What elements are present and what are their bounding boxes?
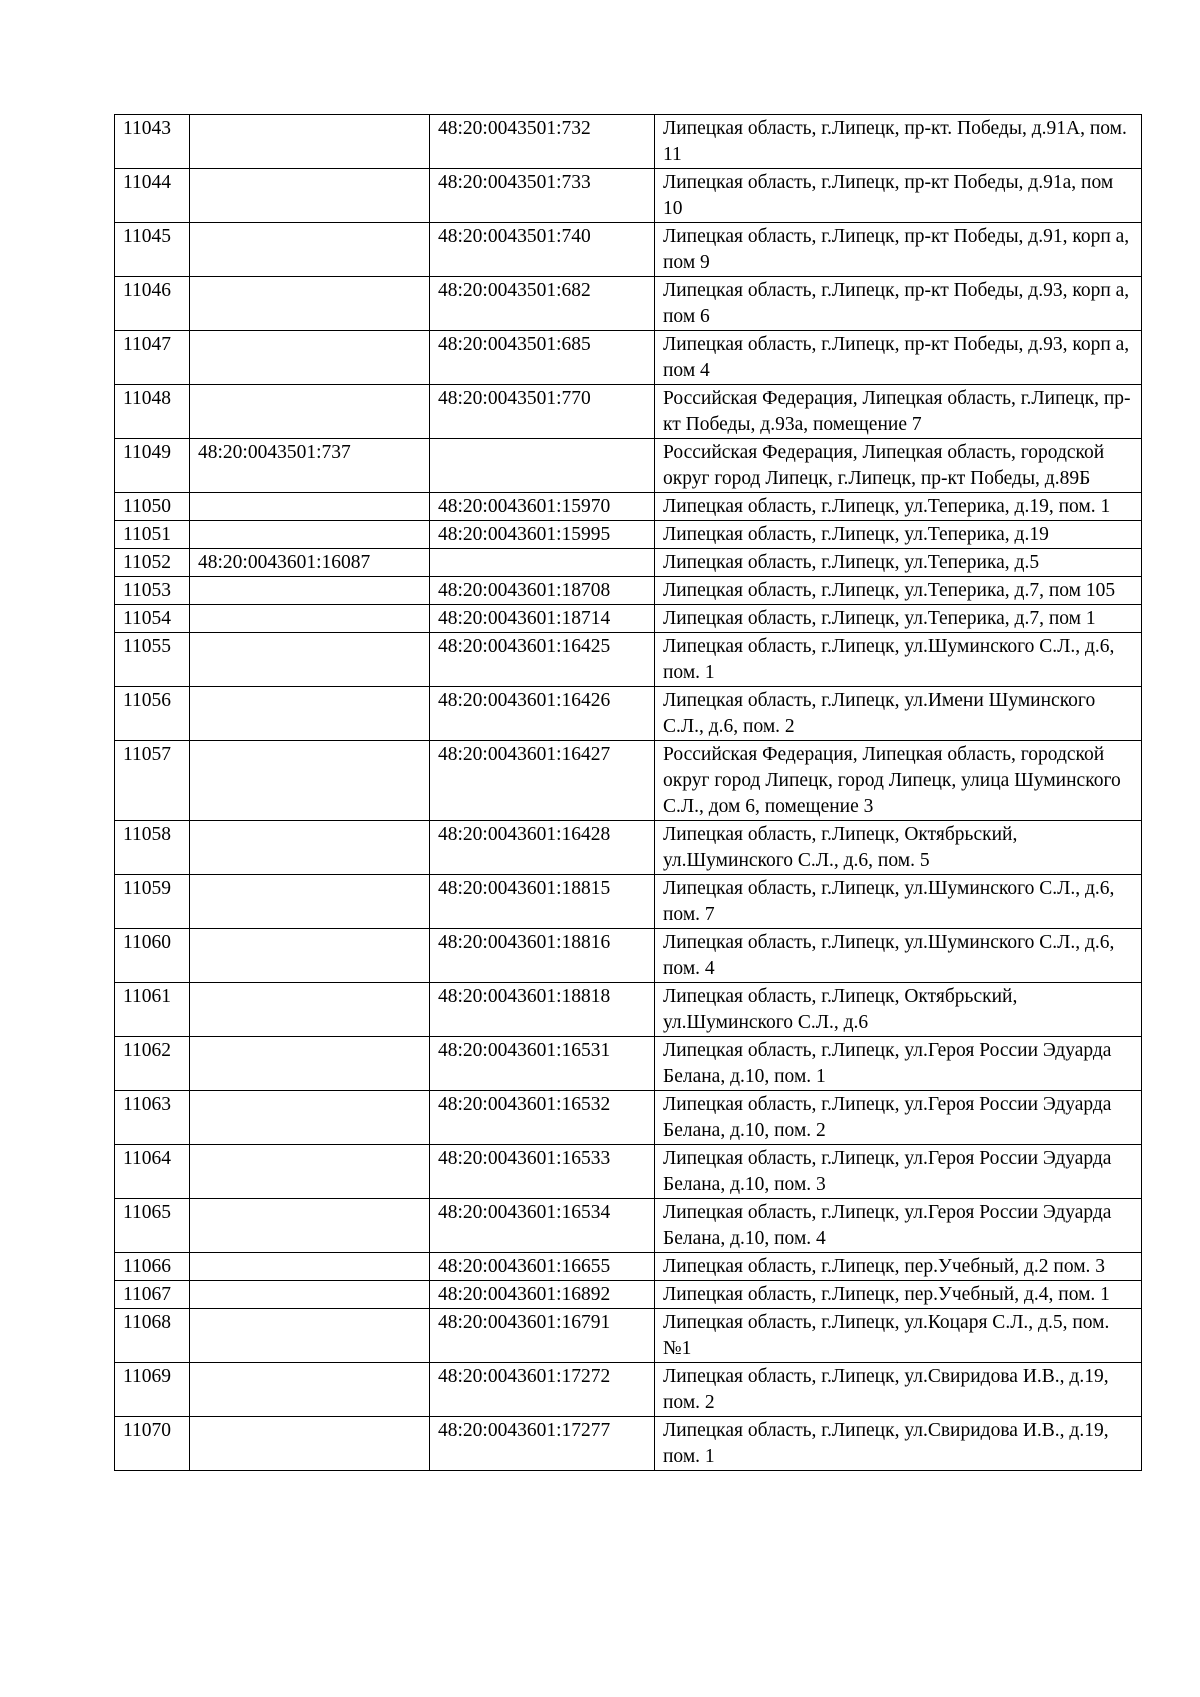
cadastral-number-room-cell: 48:20:0043601:16426 bbox=[430, 687, 655, 741]
row-number-cell: 11054 bbox=[115, 605, 190, 633]
table-row bbox=[115, 1091, 1142, 1145]
row-number-cell: 11057 bbox=[115, 741, 190, 821]
cadastral-number-room-cell bbox=[430, 439, 655, 493]
address-cell: Липецкая область, г.Липецк, ул.Героя России Эдуарда Белана, д.10, пом. 4 bbox=[655, 1199, 1142, 1253]
row-number-cell: 11047 bbox=[115, 331, 190, 385]
address-cell: Липецкая область, г.Липецк, пер.Учебный, д.4, пом. 1 bbox=[655, 1281, 1142, 1309]
cadastral-number-cell bbox=[190, 875, 430, 929]
row-number-cell: 11055 bbox=[115, 633, 190, 687]
address-cell: Липецкая область, г.Липецк, пр-кт Победы, д.93, корп а, пом 6 bbox=[655, 277, 1142, 331]
cadastral-number-cell bbox=[190, 331, 430, 385]
address-cell: Липецкая область, г.Липецк, ул.Героя России Эдуарда Белана, д.10, пом. 1 bbox=[655, 1037, 1142, 1091]
cadastral-number-room-cell: 48:20:0043601:18815 bbox=[430, 875, 655, 929]
property-registry-table bbox=[114, 114, 1142, 1471]
cadastral-number-room-cell: 48:20:0043601:17277 bbox=[430, 1417, 655, 1471]
row-number-cell: 11049 bbox=[115, 439, 190, 493]
row-number-cell: 11058 bbox=[115, 821, 190, 875]
table-row bbox=[115, 821, 1142, 875]
row-number-cell: 11067 bbox=[115, 1281, 190, 1309]
address-cell: Липецкая область, г.Липецк, пр-кт Победы, д.91а, пом 10 bbox=[655, 169, 1142, 223]
cadastral-number-cell bbox=[190, 385, 430, 439]
cadastral-number-cell: 48:20:0043601:16087 bbox=[190, 549, 430, 577]
table-row bbox=[115, 875, 1142, 929]
row-number-cell: 11053 bbox=[115, 577, 190, 605]
cadastral-number-cell bbox=[190, 1145, 430, 1199]
cadastral-number-room-cell: 48:20:0043601:18708 bbox=[430, 577, 655, 605]
cadastral-number-room-cell: 48:20:0043501:770 bbox=[430, 385, 655, 439]
row-number-cell: 11056 bbox=[115, 687, 190, 741]
cadastral-number-room-cell: 48:20:0043601:16425 bbox=[430, 633, 655, 687]
row-number-cell: 11063 bbox=[115, 1091, 190, 1145]
row-number-cell: 11044 bbox=[115, 169, 190, 223]
row-number-cell: 11068 bbox=[115, 1309, 190, 1363]
row-number-cell: 11045 bbox=[115, 223, 190, 277]
cadastral-number-room-cell: 48:20:0043501:685 bbox=[430, 331, 655, 385]
row-number-cell: 11060 bbox=[115, 929, 190, 983]
row-number-cell: 11043 bbox=[115, 115, 190, 169]
table-row bbox=[115, 169, 1142, 223]
address-cell: Российская Федерация, Липецкая область, городской округ город Липецк, город Липецк, улица Шуминского С.Л., дом 6, помещение 3 bbox=[655, 741, 1142, 821]
table-row bbox=[115, 549, 1142, 577]
cadastral-number-cell bbox=[190, 741, 430, 821]
row-number-cell: 11070 bbox=[115, 1417, 190, 1471]
row-number-cell: 11052 bbox=[115, 549, 190, 577]
cadastral-number-room-cell: 48:20:0043501:733 bbox=[430, 169, 655, 223]
cadastral-number-room-cell: 48:20:0043601:15995 bbox=[430, 521, 655, 549]
address-cell: Липецкая область, г.Липецк, ул.Теперика, д.7, пом 105 bbox=[655, 577, 1142, 605]
cadastral-number-cell bbox=[190, 1253, 430, 1281]
cadastral-number-cell bbox=[190, 605, 430, 633]
row-number-cell: 11064 bbox=[115, 1145, 190, 1199]
row-number-cell: 11069 bbox=[115, 1363, 190, 1417]
cadastral-number-cell bbox=[190, 1363, 430, 1417]
table-row bbox=[115, 439, 1142, 493]
cadastral-number-room-cell: 48:20:0043601:18816 bbox=[430, 929, 655, 983]
cadastral-number-room-cell: 48:20:0043601:16533 bbox=[430, 1145, 655, 1199]
table-row bbox=[115, 385, 1142, 439]
cadastral-number-room-cell: 48:20:0043601:16427 bbox=[430, 741, 655, 821]
table-row bbox=[115, 605, 1142, 633]
address-cell: Липецкая область, г.Липецк, пр-кт. Победы, д.91А, пом. 11 bbox=[655, 115, 1142, 169]
address-cell: Липецкая область, г.Липецк, Октябрьский, ул.Шуминского С.Л., д.6 bbox=[655, 983, 1142, 1037]
cadastral-number-room-cell: 48:20:0043601:18714 bbox=[430, 605, 655, 633]
table-row bbox=[115, 1199, 1142, 1253]
row-number-cell: 11065 bbox=[115, 1199, 190, 1253]
cadastral-number-room-cell: 48:20:0043601:16655 bbox=[430, 1253, 655, 1281]
cadastral-number-cell bbox=[190, 115, 430, 169]
row-number-cell: 11061 bbox=[115, 983, 190, 1037]
address-cell: Российская Федерация, Липецкая область, городской округ город Липецк, г.Липецк, пр-кт Победы, д.89Б bbox=[655, 439, 1142, 493]
table-row bbox=[115, 1363, 1142, 1417]
cadastral-number-room-cell bbox=[430, 549, 655, 577]
row-number-cell: 11066 bbox=[115, 1253, 190, 1281]
table-row bbox=[115, 331, 1142, 385]
cadastral-number-room-cell: 48:20:0043601:16534 bbox=[430, 1199, 655, 1253]
row-number-cell: 11059 bbox=[115, 875, 190, 929]
cadastral-number-cell bbox=[190, 577, 430, 605]
cadastral-number-room-cell: 48:20:0043601:16531 bbox=[430, 1037, 655, 1091]
address-cell: Липецкая область, г.Липецк, ул.Свиридова И.В., д.19, пом. 1 bbox=[655, 1417, 1142, 1471]
cadastral-number-cell: 48:20:0043501:737 bbox=[190, 439, 430, 493]
address-cell: Российская Федерация, Липецкая область, г.Липецк, пр-кт Победы, д.93а, помещение 7 bbox=[655, 385, 1142, 439]
cadastral-number-room-cell: 48:20:0043501:732 bbox=[430, 115, 655, 169]
address-cell: Липецкая область, г.Липецк, ул.Теперика, д.19 bbox=[655, 521, 1142, 549]
row-number-cell: 11046 bbox=[115, 277, 190, 331]
cadastral-number-cell bbox=[190, 1417, 430, 1471]
row-number-cell: 11050 bbox=[115, 493, 190, 521]
cadastral-number-cell bbox=[190, 223, 430, 277]
cadastral-number-room-cell: 48:20:0043501:682 bbox=[430, 277, 655, 331]
cadastral-number-cell bbox=[190, 633, 430, 687]
address-cell: Липецкая область, г.Липецк, Октябрьский, ул.Шуминского С.Л., д.6, пом. 5 bbox=[655, 821, 1142, 875]
row-number-cell: 11048 bbox=[115, 385, 190, 439]
cadastral-number-room-cell: 48:20:0043601:16791 bbox=[430, 1309, 655, 1363]
cadastral-number-cell bbox=[190, 1281, 430, 1309]
cadastral-number-cell bbox=[190, 169, 430, 223]
cadastral-number-room-cell: 48:20:0043601:18818 bbox=[430, 983, 655, 1037]
cadastral-number-room-cell: 48:20:0043601:17272 bbox=[430, 1363, 655, 1417]
cadastral-number-cell bbox=[190, 821, 430, 875]
address-cell: Липецкая область, г.Липецк, ул.Шуминского С.Л., д.6, пом. 1 bbox=[655, 633, 1142, 687]
address-cell: Липецкая область, г.Липецк, ул.Героя России Эдуарда Белана, д.10, пом. 3 bbox=[655, 1145, 1142, 1199]
table-row bbox=[115, 1037, 1142, 1091]
address-cell: Липецкая область, г.Липецк, ул.Коцаря С.Л., д.5, пом.№1 bbox=[655, 1309, 1142, 1363]
address-cell: Липецкая область, г.Липецк, ул.Теперика, д.5 bbox=[655, 549, 1142, 577]
table-row bbox=[115, 929, 1142, 983]
cadastral-number-cell bbox=[190, 687, 430, 741]
cadastral-number-cell bbox=[190, 1199, 430, 1253]
address-cell: Липецкая область, г.Липецк, ул.Теперика, д.7, пом 1 bbox=[655, 605, 1142, 633]
table-row bbox=[115, 1253, 1142, 1281]
table-row bbox=[115, 1309, 1142, 1363]
address-cell: Липецкая область, г.Липецк, ул.Шуминского С.Л., д.6, пом. 7 bbox=[655, 875, 1142, 929]
cadastral-number-room-cell: 48:20:0043601:16532 bbox=[430, 1091, 655, 1145]
cadastral-number-cell bbox=[190, 493, 430, 521]
address-cell: Липецкая область, г.Липецк, ул.Свиридова И.В., д.19, пом. 2 bbox=[655, 1363, 1142, 1417]
table-row bbox=[115, 741, 1142, 821]
cadastral-number-room-cell: 48:20:0043601:16892 bbox=[430, 1281, 655, 1309]
table-row bbox=[115, 577, 1142, 605]
cadastral-number-cell bbox=[190, 1309, 430, 1363]
cadastral-number-cell bbox=[190, 929, 430, 983]
table-body bbox=[115, 115, 1142, 1471]
table-row bbox=[115, 521, 1142, 549]
table-row bbox=[115, 115, 1142, 169]
cadastral-number-cell bbox=[190, 1091, 430, 1145]
cadastral-number-cell bbox=[190, 521, 430, 549]
address-cell: Липецкая область, г.Липецк, ул.Теперика, д.19, пом. 1 bbox=[655, 493, 1142, 521]
table-row bbox=[115, 983, 1142, 1037]
cadastral-number-room-cell: 48:20:0043601:16428 bbox=[430, 821, 655, 875]
address-cell: Липецкая область, г.Липецк, ул.Героя России Эдуарда Белана, д.10, пом. 2 bbox=[655, 1091, 1142, 1145]
table-row bbox=[115, 1281, 1142, 1309]
address-cell: Липецкая область, г.Липецк, пр-кт Победы, д.91, корп а, пом 9 bbox=[655, 223, 1142, 277]
table-row bbox=[115, 1417, 1142, 1471]
table-row bbox=[115, 223, 1142, 277]
address-cell: Липецкая область, г.Липецк, ул.Имени Шуминского С.Л., д.6, пом. 2 bbox=[655, 687, 1142, 741]
row-number-cell: 11051 bbox=[115, 521, 190, 549]
table-row bbox=[115, 633, 1142, 687]
address-cell: Липецкая область, г.Липецк, пер.Учебный, д.2 пом. 3 bbox=[655, 1253, 1142, 1281]
cadastral-number-room-cell: 48:20:0043501:740 bbox=[430, 223, 655, 277]
table-row bbox=[115, 493, 1142, 521]
address-cell: Липецкая область, г.Липецк, пр-кт Победы, д.93, корп а, пом 4 bbox=[655, 331, 1142, 385]
table-row bbox=[115, 1145, 1142, 1199]
table-row bbox=[115, 277, 1142, 331]
row-number-cell: 11062 bbox=[115, 1037, 190, 1091]
table-row bbox=[115, 687, 1142, 741]
cadastral-number-cell bbox=[190, 983, 430, 1037]
cadastral-number-cell bbox=[190, 277, 430, 331]
cadastral-number-room-cell: 48:20:0043601:15970 bbox=[430, 493, 655, 521]
address-cell: Липецкая область, г.Липецк, ул.Шуминского С.Л., д.6, пом. 4 bbox=[655, 929, 1142, 983]
cadastral-number-cell bbox=[190, 1037, 430, 1091]
